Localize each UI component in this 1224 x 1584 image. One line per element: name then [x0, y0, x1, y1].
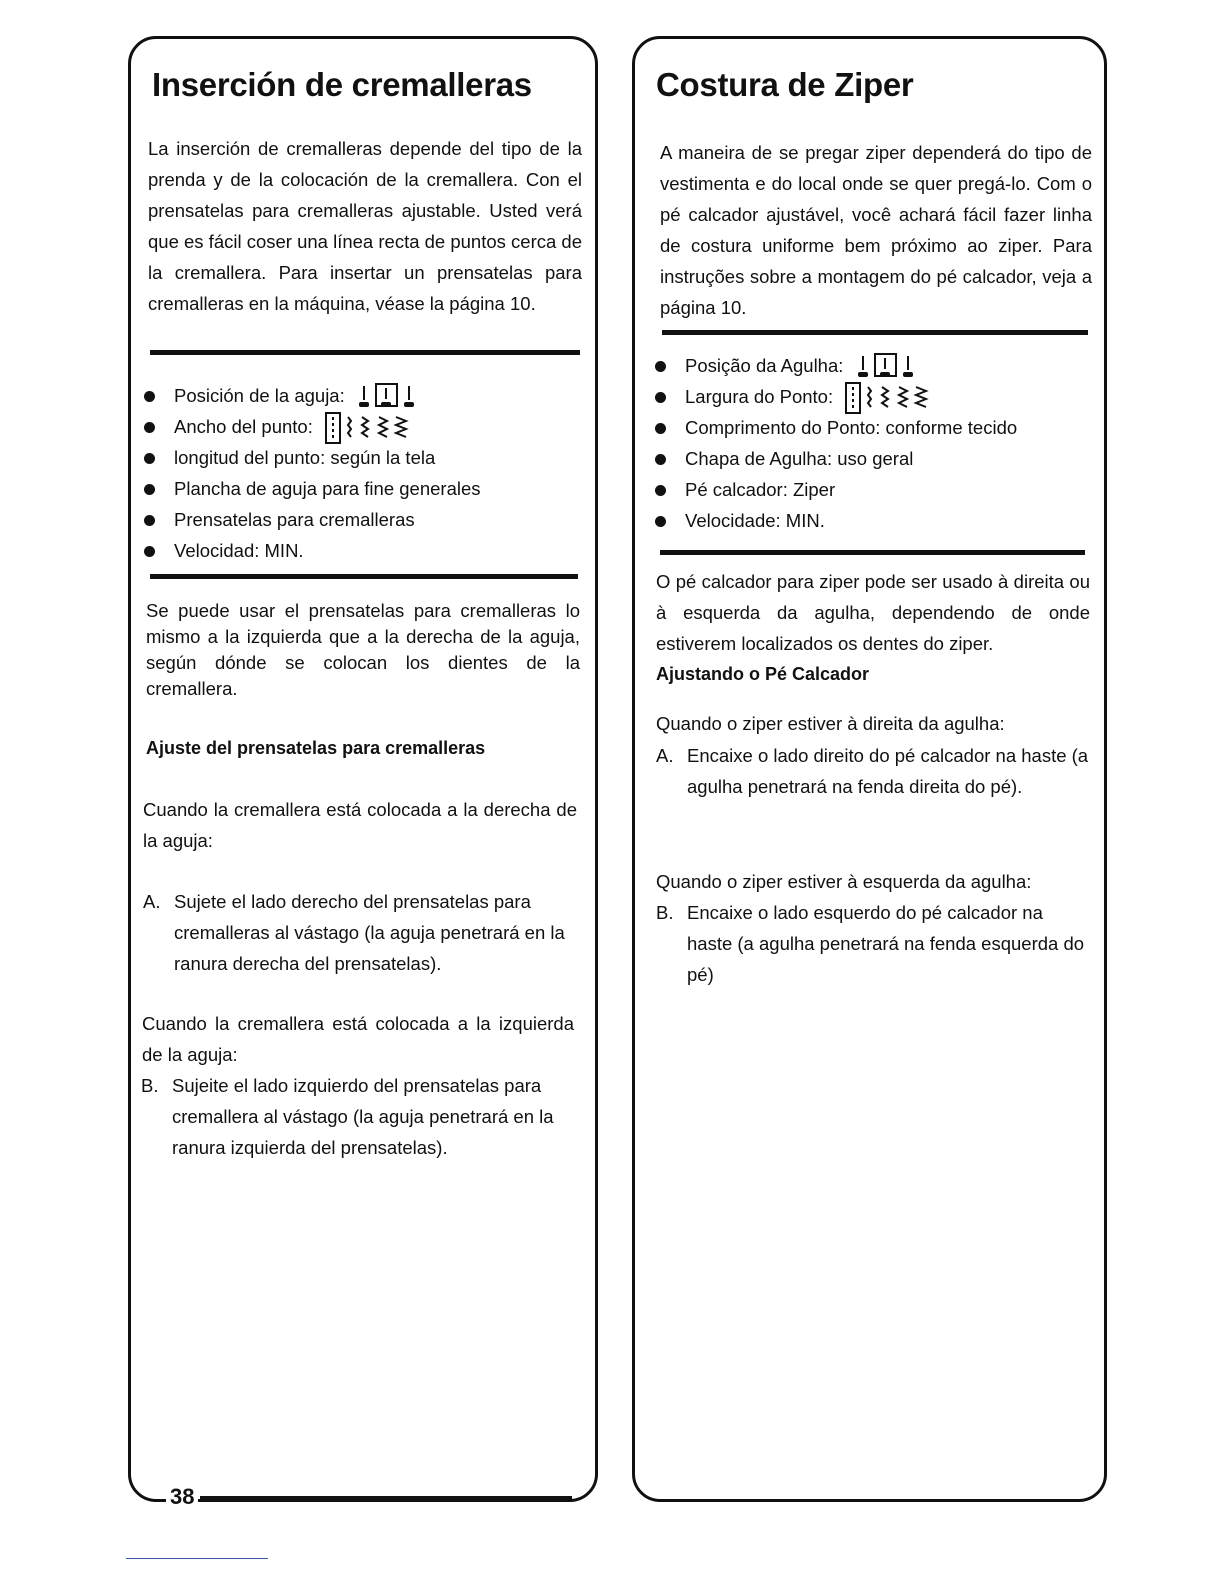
bullet-icon — [144, 546, 155, 557]
list-item: Posição da Agulha: — [655, 350, 1095, 381]
step-marker: B. — [141, 1075, 159, 1096]
left-title: Inserción de cremalleras — [152, 66, 532, 103]
list-item: Chapa de Agulha: uso geral — [655, 443, 1095, 474]
bullet-icon — [144, 391, 155, 402]
page-number: 38 — [166, 1484, 198, 1510]
footer-mark — [126, 1558, 268, 1559]
left-intro: La inserción de cremalleras depende del tipo de la prenda y de la colocación de la cremallera. Con el prensatelas para cremalleras ajustable. Usted verá que es fácil coser una línea recta de puntos cerca de la cremallera. Para insertar un prensatelas para cremalleras en la máquina, véase la página 10. — [148, 138, 582, 314]
list-item: Plancha de aguja para fine generales — [144, 473, 584, 504]
needle-position-icon — [356, 382, 418, 412]
left-body: Se puede usar el prensatelas para cremalleras lo mismo a la izquierda que a la derecha de la aguja, según dónde se colocan los dientes de la cremallera. — [146, 600, 580, 699]
left-settings-list — [144, 380, 584, 566]
bullet-icon — [655, 454, 666, 465]
bullet-icon — [144, 515, 155, 526]
right-intro: A maneira de se pregar ziper dependerá do tipo de vestimenta e do local onde se quer pregá-lo. Com o pé calcador ajustável, você achará fácil fazer linha de costura uniforme bem próximo ao ziper. Para instruções sobre a montagem do pé calcador, veja a página 10. — [660, 142, 1092, 318]
list-item: Velocidad: MIN. — [144, 535, 584, 566]
right-case-right: Quando o ziper estiver à direita da agulha: — [656, 713, 1005, 734]
step-text: Encaixe o lado direito do pé calcador na haste (a agulha penetrará na fenda direita do pé). — [687, 745, 1089, 797]
left-case-left: Cuando la cremallera está colocada a la izquierda de la aguja: — [142, 1013, 574, 1065]
stitch-width-icon — [844, 382, 934, 414]
left-divider-2 — [150, 574, 578, 579]
left-divider-1 — [150, 350, 580, 355]
list-item: Prensatelas para cremalleras — [144, 504, 584, 535]
list-item: longitud del punto: según la tela — [144, 442, 584, 473]
right-title: Costura de Ziper — [656, 66, 914, 103]
right-divider-1 — [662, 330, 1088, 335]
step-text: Sujeite el lado izquierdo del prensatelas para cremallera al vástago (la aguja penetrará en la ranura izquierda del prensatelas). — [172, 1075, 554, 1158]
right-step-a — [656, 740, 1090, 802]
bullet-icon — [655, 485, 666, 496]
step-marker: A. — [143, 891, 161, 912]
footer-rule — [200, 1496, 572, 1499]
list-item: Largura do Ponto: — [655, 381, 1095, 412]
left-adjust-heading: Ajuste del prensatelas para cremalleras — [146, 738, 486, 758]
list-item: Posición de la aguja: — [144, 380, 584, 411]
bullet-icon — [655, 516, 666, 527]
bullet-icon — [144, 422, 155, 433]
list-item: Velocidade: MIN. — [655, 505, 1095, 536]
right-divider-2 — [660, 550, 1085, 555]
bullet-icon — [144, 453, 155, 464]
bullet-icon — [655, 361, 666, 372]
bullet-icon — [655, 392, 666, 403]
list-item: Ancho del punto: — [144, 411, 584, 442]
right-adjust-heading: Ajustando o Pé Calcador — [656, 664, 870, 684]
step-marker: A. — [656, 745, 674, 766]
step-text: Sujete el lado derecho del prensatelas para cremalleras al vástago (la aguja penetrará en la ranura derecha del prensatelas). — [174, 891, 565, 974]
step-text: Encaixe o lado esquerdo do pé calcador na haste (a agulha penetrará na fenda esquerda do pé) — [687, 902, 1085, 985]
left-step-b — [141, 1070, 575, 1163]
bullet-icon — [144, 484, 155, 495]
bullet-icon — [655, 423, 666, 434]
right-step-b — [656, 897, 1090, 990]
list-item: Comprimento do Ponto: conforme tecido — [655, 412, 1095, 443]
left-step-a — [143, 886, 577, 979]
right-body: O pé calcador para ziper pode ser usado à direita ou à esquerda da agulha, dependendo de onde estiverem localizados os dentes do ziper. — [656, 571, 1090, 654]
needle-position-icon — [855, 352, 917, 382]
right-settings-list — [655, 350, 1095, 536]
left-case-right: Cuando la cremallera está colocada a la derecha de la aguja: — [143, 799, 577, 851]
stitch-width-icon — [324, 412, 414, 444]
list-item: Pé calcador: Ziper — [655, 474, 1095, 505]
step-marker: B. — [656, 902, 674, 923]
right-case-left: Quando o ziper estiver à esquerda da agulha: — [656, 871, 1032, 892]
